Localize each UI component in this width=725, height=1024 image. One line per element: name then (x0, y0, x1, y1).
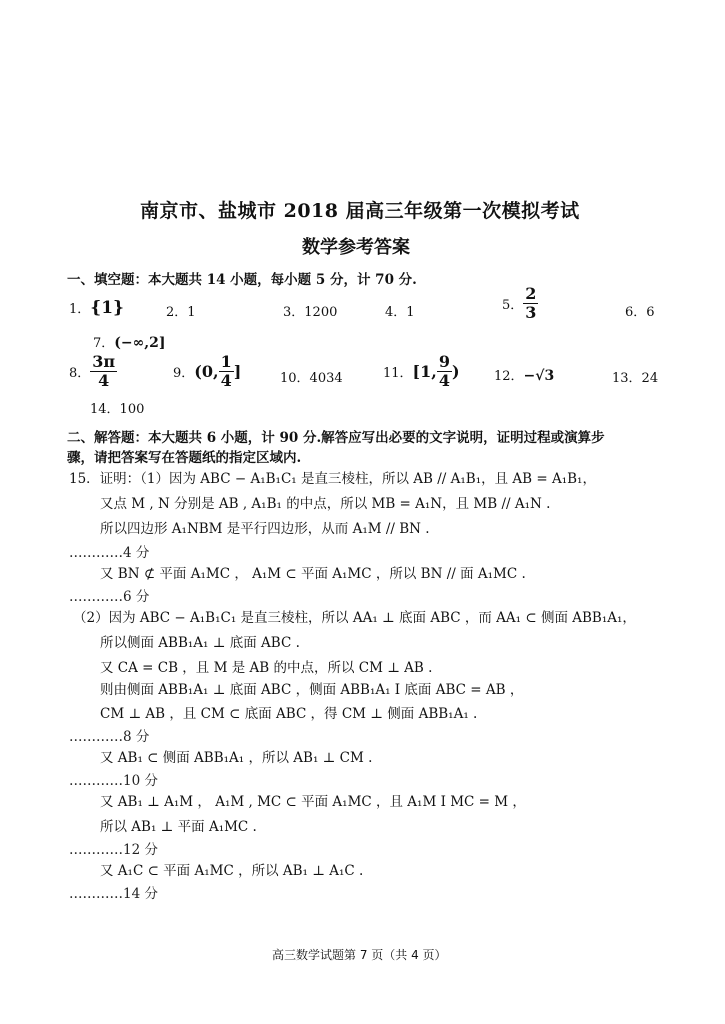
answer-11: 11．[1, $\frac{9}{4}$ ) (383, 352, 460, 390)
answer-9: 9．(0, $\frac{1}{4}$ ] (173, 352, 242, 390)
answer-7: 7．(−∞,2] (93, 335, 166, 351)
score-marker: …………4 分 (69, 545, 150, 561)
solve-section-heading-1: 二、解答题：本大题共 6 小题，计 90 分.解答应写出必要的文字说明，证明过程或演算步 (67, 430, 605, 446)
answer-2: 2．1 (166, 305, 196, 320)
fill-section-heading: 一、填空题：本大题共 14 小题，每小题 5 分，计 70 分. (67, 272, 417, 288)
proof-line: 所以侧面 ABB₁A₁ ⊥ 底面 ABC . (100, 635, 300, 651)
answer-10: 10．4034 (280, 371, 343, 386)
answer-14: 14．100 (90, 402, 145, 417)
answer-4: 4．1 (385, 305, 415, 320)
proof-line: 又 AB₁ ⊂ 侧面 ABB₁A₁ ，所以 AB₁ ⊥ CM . (100, 750, 373, 766)
page-subtitle: 数学参考答案 (302, 237, 410, 258)
answer-5: 5． $\frac{2}{3}$ (502, 284, 537, 322)
solve-section-heading-2: 骤，请把答案写在答题纸的指定区域内. (67, 450, 302, 466)
proof-line: 又 AB₁ ⊥ A₁M ， A₁M , MC ⊂ 平面 A₁MC ，且 A₁M I MC = M ， (100, 794, 526, 810)
proof-line: CM ⊥ AB ，且 CM ⊂ 底面 ABC ，得 CM ⊥ 侧面 ABB₁A₁ . (100, 706, 478, 722)
score-marker: …………12 分 (69, 842, 158, 858)
proof-line: 所以 AB₁ ⊥ 平面 A₁MC . (100, 819, 257, 835)
score-marker: …………10 分 (69, 773, 158, 789)
page-footer: 高三数学试题第 7 页（共 4 页） (272, 948, 447, 962)
answer-3: 3．1200 (283, 305, 338, 320)
answer-6: 6．6 (625, 305, 655, 320)
proof-line: 又 CA = CB ，且 M 是 AB 的中点，所以 CM ⊥ AB . (100, 660, 433, 676)
score-marker: …………14 分 (69, 886, 158, 902)
score-marker: …………6 分 (69, 589, 150, 605)
proof-line: 15．证明：（1）因为 ABC − A₁B₁C₁ 是直三棱柱，所以 AB // A₁B₁，且 AB = A₁B₁， (69, 471, 596, 487)
answer-1: 1．{1} (69, 298, 124, 318)
answer-8: 8． $\frac{3\pi}{4}$ (69, 352, 116, 390)
proof-line: 则由侧面 ABB₁A₁ ⊥ 底面 ABC ，侧面 ABB₁A₁ I 底面 ABC = AB ， (100, 682, 524, 698)
proof-line: 所以四边形 A₁NBM 是平行四边形，从而 A₁M // BN . (100, 521, 430, 537)
answer-13: 13．24 (612, 371, 659, 386)
score-marker: …………8 分 (69, 729, 150, 745)
proof-line: 又 BN ⊄ 平面 A₁MC ， A₁M ⊂ 平面 A₁MC ，所以 BN // 面 A₁MC . (100, 566, 526, 582)
proof-line: （2）因为 ABC − A₁B₁C₁ 是直三棱柱，所以 AA₁ ⊥ 底面 ABC ，而 AA₁ ⊂ 侧面 ABB₁A₁， (73, 610, 636, 626)
page-title: 南京市、盐城市 2018 届高三年级第一次模拟考试 (140, 200, 580, 222)
proof-line: 又点 M , N 分别是 AB , A₁B₁ 的中点，所以 MB = A₁N，且 MB // A₁N . (100, 496, 551, 512)
proof-line: 又 A₁C ⊂ 平面 A₁MC ，所以 AB₁ ⊥ A₁C . (100, 863, 364, 879)
answer-12: 12．−√3 (494, 368, 555, 384)
